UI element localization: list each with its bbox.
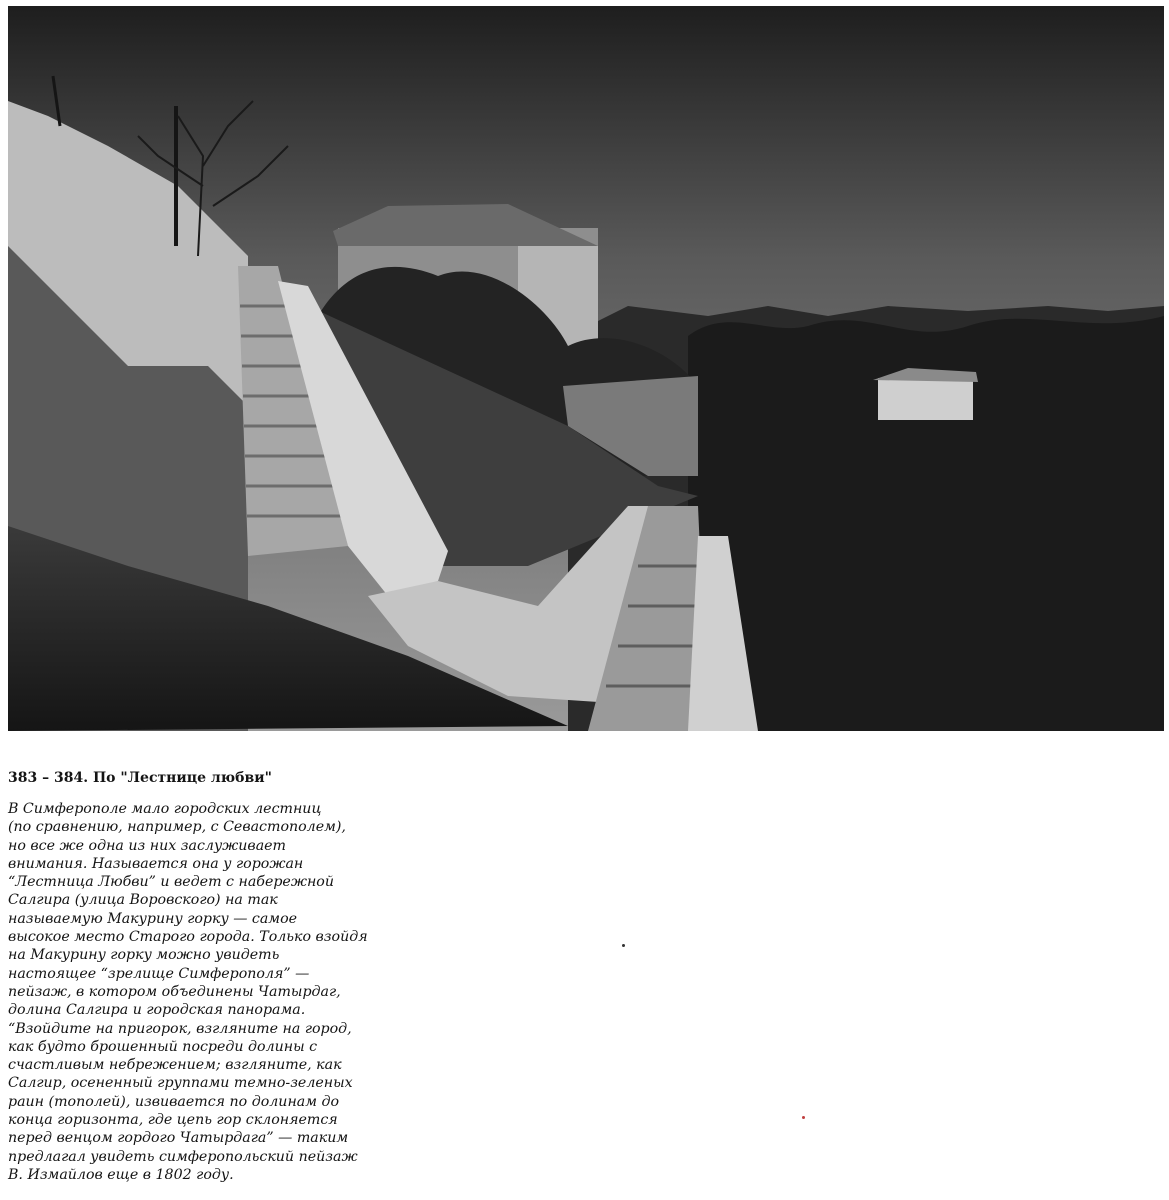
text-line: “Лестница Любви” и ведет с набережной — [8, 874, 334, 891]
caption-number: 383 – 384. — [8, 770, 89, 786]
text-line: (по сравнению, например, с Севастополем), — [8, 819, 346, 836]
text-line: называемую Макурину горку — самое — [8, 910, 298, 927]
text-line: Салгира (улица Воровского) на так — [8, 892, 278, 909]
article-text — [8, 800, 448, 1184]
scan-speck — [622, 944, 625, 947]
caption-title: По "Лестнице любви" — [92, 770, 272, 786]
text-line: но все же одна из них заслуживает — [8, 837, 287, 854]
white-house — [878, 378, 973, 420]
text-line: перед венцом гордого Чатырдага” — таким — [8, 1130, 349, 1147]
text-line: “Взойдите на пригорок, взгляните на город, — [8, 1020, 352, 1037]
text-line: Салгир, осененный группами темно-зеленых — [8, 1075, 353, 1092]
text-line: настоящее “зрелище Симферополя” — — [8, 965, 310, 982]
text-line: долина Салгира и городская панорама. — [8, 1002, 306, 1019]
text-line: пейзаж, в котором объединены Чатырдаг, — [8, 983, 341, 1000]
text-line: предлагал увидеть симферопольский пейзаж — [8, 1148, 358, 1165]
text-line: высокое место Старого города. Только взойдя — [8, 929, 368, 946]
figure-caption — [8, 769, 272, 787]
text-line: на Макурину горку можно увидеть — [8, 947, 280, 964]
scan-speck — [802, 1116, 805, 1119]
text-line: В. Измайлов еще в 1802 году. — [8, 1166, 234, 1183]
text-line: раин (тополей), извивается по долинам до — [8, 1093, 340, 1110]
text-line: В Симферополе мало городских лестниц — [8, 801, 322, 817]
text-line: счастливым небрежением; взгляните, как — [8, 1057, 342, 1074]
photo-stairs-of-love — [8, 6, 1164, 731]
text-line: внимания. Называется она у горожан — [8, 855, 304, 872]
text-line: конца горизонта, где цепь гор склоняется — [8, 1112, 338, 1129]
photo-illustration — [8, 6, 1164, 731]
text-line: как будто брошенный посреди долины с — [8, 1038, 318, 1055]
